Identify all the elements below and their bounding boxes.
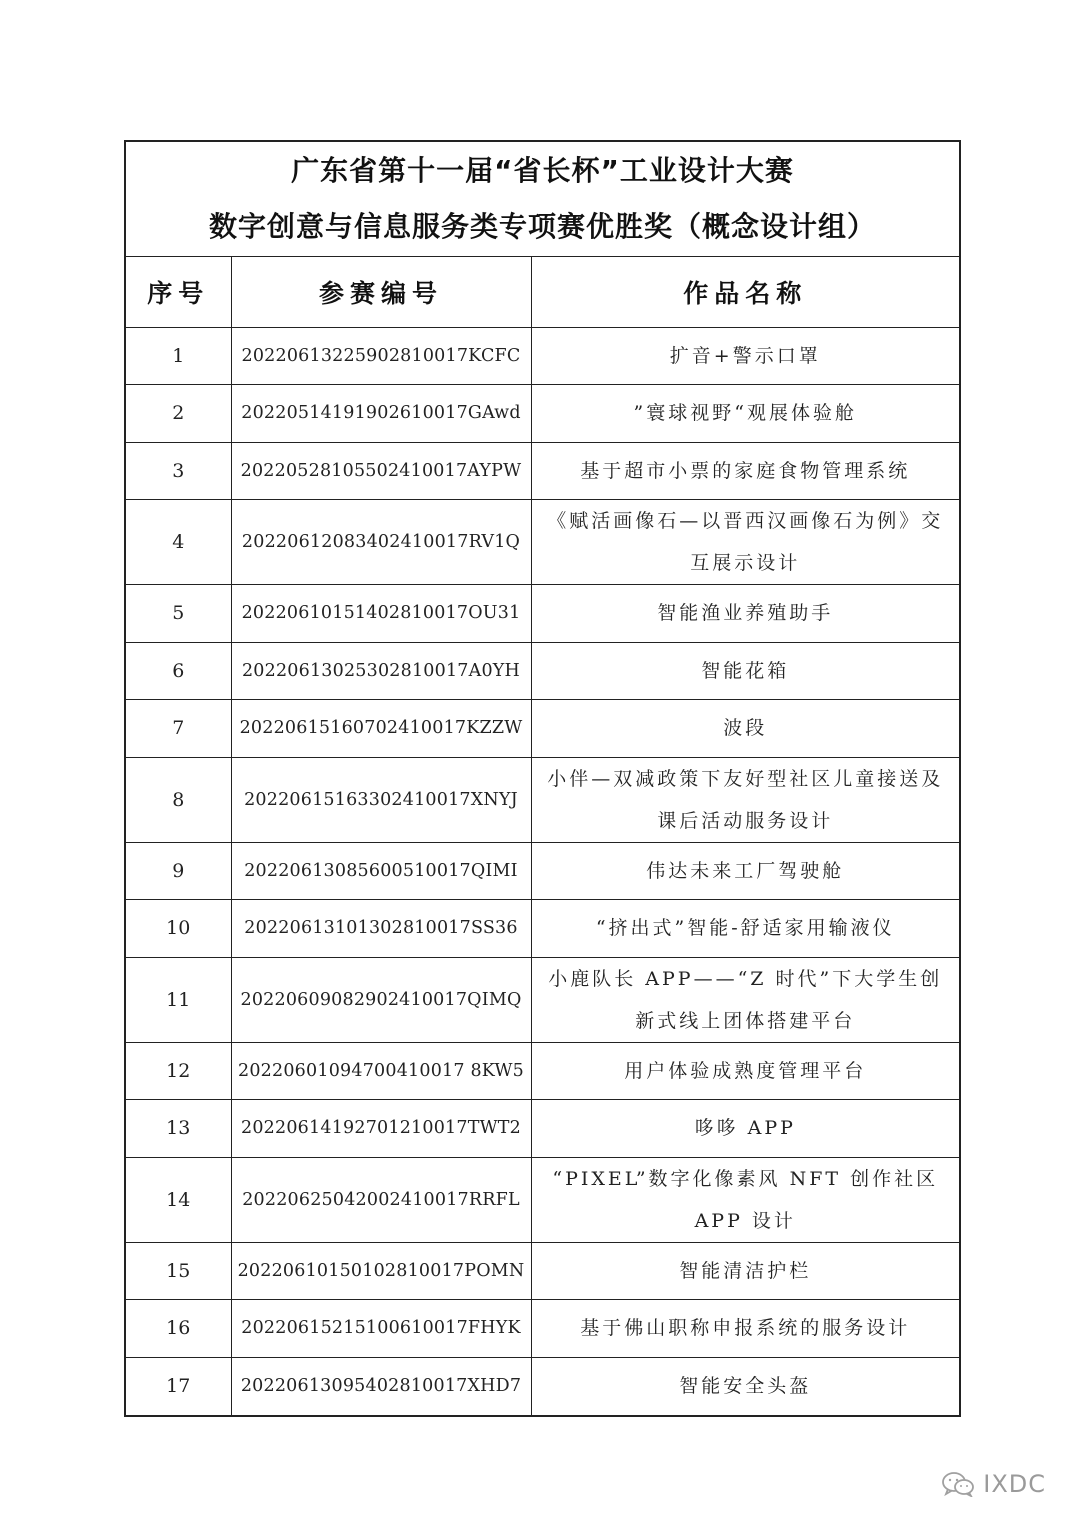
row-entry-code: 20220613101302810017SS36 xyxy=(231,900,531,958)
table-row xyxy=(126,442,959,500)
column-header-serial: 序号 xyxy=(126,257,231,327)
row-work-name: “PIXEL”数字化像素风 NFT 创作社区 APP 设计 xyxy=(531,1157,959,1242)
table-row xyxy=(126,1157,959,1242)
title-line-2: 数字创意与信息服务类专项赛优胜奖（概念设计组） xyxy=(208,210,876,243)
column-header-work-name: 作品名称 xyxy=(531,257,959,327)
row-serial: 9 xyxy=(126,842,231,900)
table-row xyxy=(126,700,959,758)
row-serial: 1 xyxy=(126,327,231,385)
row-work-name: 基于佛山职称申报系统的服务设计 xyxy=(531,1300,959,1358)
table-row xyxy=(126,1100,959,1158)
table-row xyxy=(126,1300,959,1358)
row-work-name: 智能安全头盔 xyxy=(531,1357,959,1415)
row-serial: 3 xyxy=(126,442,231,500)
row-entry-code: 20220610151402810017OU31 xyxy=(231,585,531,643)
row-entry-code: 20220615163302410017XNYJ xyxy=(231,757,531,842)
row-work-name: 哆哆 APP xyxy=(531,1100,959,1158)
row-entry-code: 20220613095402810017XHD7 xyxy=(231,1357,531,1415)
row-entry-code: 20220609082902410017QIMQ xyxy=(231,957,531,1042)
table-row xyxy=(126,957,959,1042)
row-work-name: 智能清洁护栏 xyxy=(531,1242,959,1300)
row-entry-code: 20220514191902610017GAwd xyxy=(231,385,531,443)
row-work-name: 基于超市小票的家庭食物管理系统 xyxy=(531,442,959,500)
wechat-icon xyxy=(941,1471,975,1497)
award-table xyxy=(126,257,959,1415)
row-serial: 6 xyxy=(126,642,231,700)
row-serial: 4 xyxy=(126,500,231,585)
row-entry-code: 20220615160702410017KZZW xyxy=(231,700,531,758)
row-entry-code: 20220615215100610017FHYK xyxy=(231,1300,531,1358)
row-serial: 8 xyxy=(126,757,231,842)
row-entry-code: 20220528105502410017AYPW xyxy=(231,442,531,500)
row-serial: 11 xyxy=(126,957,231,1042)
title-line-1: 广东省第十一届“省长杯”工业设计大赛 xyxy=(291,154,794,187)
row-work-name: 小鹿队长 APP——“Z 时代”下大学生创新式线上团体搭建平台 xyxy=(531,957,959,1042)
row-serial: 10 xyxy=(126,900,231,958)
row-entry-code: 20220613225902810017KCFC xyxy=(231,327,531,385)
row-serial: 15 xyxy=(126,1242,231,1300)
table-row xyxy=(126,500,959,585)
row-work-name: 智能渔业养殖助手 xyxy=(531,585,959,643)
row-work-name: 小伴—双减政策下友好型社区儿童接送及课后活动服务设计 xyxy=(531,757,959,842)
watermark-text: IXDC xyxy=(983,1470,1046,1498)
row-entry-code: 20220612083402410017RV1Q xyxy=(231,500,531,585)
table-row xyxy=(126,385,959,443)
row-work-name: 波段 xyxy=(531,700,959,758)
document-title xyxy=(126,142,959,257)
row-work-name: 《赋活画像石—以晋西汉画像石为例》交互展示设计 xyxy=(531,500,959,585)
row-serial: 14 xyxy=(126,1157,231,1242)
row-entry-code: 20220613085600510017QIMI xyxy=(231,842,531,900)
table-row xyxy=(126,327,959,385)
table-row xyxy=(126,585,959,643)
row-work-name: 伟达未来工厂驾驶舱 xyxy=(531,842,959,900)
row-serial: 17 xyxy=(126,1357,231,1415)
table-header-row xyxy=(126,257,959,327)
row-serial: 2 xyxy=(126,385,231,443)
table-row xyxy=(126,1357,959,1415)
column-header-entry-code: 参赛编号 xyxy=(231,257,531,327)
table-row xyxy=(126,900,959,958)
row-work-name: 用户体验成熟度管理平台 xyxy=(531,1042,959,1100)
award-list-sheet xyxy=(124,140,961,1417)
table-row xyxy=(126,1242,959,1300)
ixdc-watermark xyxy=(941,1470,1046,1498)
row-entry-code: 20220610150102810017POMN xyxy=(231,1242,531,1300)
row-serial: 12 xyxy=(126,1042,231,1100)
row-serial: 5 xyxy=(126,585,231,643)
row-entry-code: 20220625042002410017RRFL xyxy=(231,1157,531,1242)
row-work-name: 智能花箱 xyxy=(531,642,959,700)
row-serial: 13 xyxy=(126,1100,231,1158)
row-work-name: 扩音+警示口罩 xyxy=(531,327,959,385)
row-work-name: ”寰球视野“观展体验舱 xyxy=(531,385,959,443)
table-row xyxy=(126,1042,959,1100)
row-work-name: “挤出式”智能-舒适家用输液仪 xyxy=(531,900,959,958)
table-row xyxy=(126,642,959,700)
row-entry-code: 20220614192701210017TWT2 xyxy=(231,1100,531,1158)
table-row xyxy=(126,757,959,842)
row-entry-code: 20220613025302810017A0YH xyxy=(231,642,531,700)
row-serial: 7 xyxy=(126,700,231,758)
table-row xyxy=(126,842,959,900)
row-entry-code: 20220601094700410017 8KW5 xyxy=(231,1042,531,1100)
row-serial: 16 xyxy=(126,1300,231,1358)
